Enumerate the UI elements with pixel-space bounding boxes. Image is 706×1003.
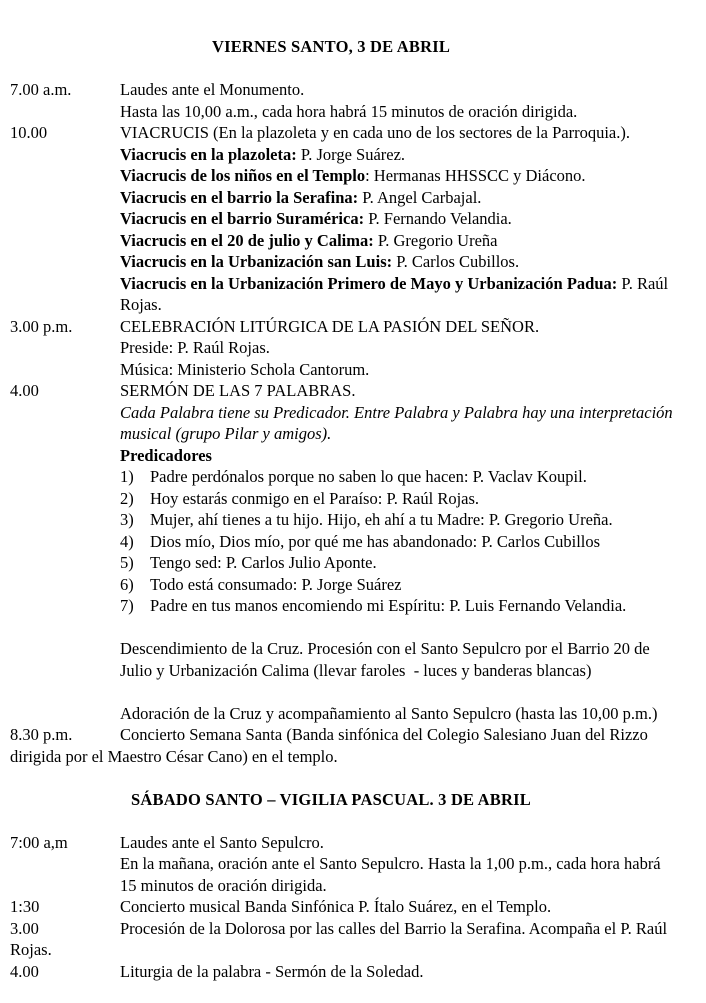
time-label xyxy=(10,488,120,510)
text-segment: Tengo sed: P. Carlos Julio Aponte. xyxy=(150,553,377,572)
line-content xyxy=(120,208,652,230)
time-label xyxy=(10,359,120,381)
line-content xyxy=(120,423,652,445)
text-segment: Música: Ministerio Schola Cantorum. xyxy=(120,359,370,379)
time-label xyxy=(10,251,120,273)
text-segment: Rojas. xyxy=(120,295,162,314)
text-segment: CELEBRACIÓN LITÚRGICA DE LA PASIÓN DEL SEÑOR. xyxy=(120,316,540,336)
line-content xyxy=(120,660,652,682)
line-content xyxy=(120,165,652,187)
text-segment: Descendimiento de la Cruz. Procesión con el Santo Sepulcro por el Barrio 20 de xyxy=(120,639,650,658)
text-segment: : Hermanas HHSSCC y Diácono. xyxy=(365,166,586,185)
time-label xyxy=(10,509,120,531)
schedule-line xyxy=(10,939,652,961)
text-segment: Hasta las 10,00 a.m., cada hora habrá 15 minutos de oración dirigida. xyxy=(120,101,578,121)
section-title: SÁBADO SANTO – VIGILIA PASCUAL. 3 DE ABRIL xyxy=(131,789,531,809)
line-content xyxy=(120,638,652,660)
text-segment: P. Jorge Suárez. xyxy=(296,144,406,164)
text-segment: Mujer, ahí tienes a tu hijo. Hijo, eh ahí a tu Madre: P. Gregorio Ureña. xyxy=(150,510,613,529)
time-label xyxy=(10,402,120,424)
time-label: 7:00 a,m xyxy=(10,832,68,852)
line-content xyxy=(120,703,657,725)
line-content xyxy=(120,853,661,875)
schedule-line xyxy=(10,165,652,187)
line-content xyxy=(120,875,652,897)
time-label xyxy=(10,230,120,252)
time-label xyxy=(10,660,120,682)
time-label: 4.00 xyxy=(10,381,39,400)
line-content xyxy=(10,939,652,961)
line-content xyxy=(150,574,652,596)
line-content xyxy=(150,595,652,617)
schedule-line xyxy=(10,187,652,209)
time-label: 4.00 xyxy=(10,961,39,981)
text-segment: 15 minutos de oración dirigida. xyxy=(120,875,327,895)
schedule-line xyxy=(10,273,669,295)
text-segment: Rojas. xyxy=(10,940,52,959)
line-content xyxy=(120,832,652,854)
schedule-line xyxy=(10,101,652,123)
list-number: 7) xyxy=(120,596,134,615)
text-segment: Viacrucis en la plazoleta: xyxy=(120,144,297,164)
text-segment: Concierto Semana Santa (Banda sinfónica del Colegio Salesiano Juan del Rizzo xyxy=(120,725,648,744)
text-segment: dirigida por el Maestro César Cano) en el templo. xyxy=(10,746,338,766)
schedule-line xyxy=(10,832,652,854)
text-segment: P. Angel Carbajal. xyxy=(358,187,482,207)
line-content xyxy=(150,466,652,488)
text-segment: Viacrucis de los niños en el Templo xyxy=(120,166,366,185)
time-label xyxy=(10,875,120,897)
text-segment: Viacrucis en el barrio la Serafina: xyxy=(120,187,359,207)
line-content xyxy=(120,79,652,101)
time-label xyxy=(10,531,120,553)
time-label: 7.00 a.m. xyxy=(10,80,72,99)
schedule-line xyxy=(10,531,652,553)
time-label xyxy=(10,595,120,617)
line-content xyxy=(150,488,652,510)
schedule-section xyxy=(10,36,673,767)
document-page xyxy=(10,0,673,982)
blank-line xyxy=(10,681,652,703)
time-label xyxy=(10,273,120,295)
text-segment: Viacrucis en la Urbanización Primero de Mayo y Urbanización Padua: xyxy=(120,273,618,293)
list-number: 5) xyxy=(120,553,134,572)
schedule-line xyxy=(10,574,652,596)
blank-line xyxy=(10,617,652,639)
text-segment: En la mañana, oración ante el Santo Sepulcro. Hasta la 1,00 p.m., cada hora habrá xyxy=(120,854,661,873)
line-content xyxy=(120,380,652,402)
list-number: 6) xyxy=(120,574,134,594)
schedule-line xyxy=(10,294,652,316)
schedule-line xyxy=(10,918,668,940)
line-content xyxy=(120,445,652,467)
line-content xyxy=(120,918,667,940)
schedule-line xyxy=(10,638,652,660)
text-segment: SERMÓN DE LAS 7 PALABRAS. xyxy=(120,381,356,400)
text-segment: Liturgia de la palabra - Sermón de la Soledad. xyxy=(120,961,424,981)
schedule-line xyxy=(10,552,652,574)
list-number: 4) xyxy=(120,531,134,551)
time-label xyxy=(10,337,120,359)
text-segment: Julio y Urbanización Calima (llevar faroles - luces y banderas blancas) xyxy=(120,660,592,680)
list-number: 3) xyxy=(120,510,134,529)
text-segment: P. Gregorio Ureña xyxy=(373,230,498,250)
time-label xyxy=(10,853,120,875)
schedule-line xyxy=(10,509,652,531)
time-label xyxy=(10,144,120,166)
line-content xyxy=(120,402,673,424)
schedule-line xyxy=(10,488,652,510)
line-content xyxy=(120,294,652,316)
schedule-line xyxy=(10,746,652,768)
time-label: 1:30 xyxy=(10,897,40,916)
line-content xyxy=(120,724,652,746)
text-segment: Todo está consumado: P. Jorge Suárez xyxy=(150,574,402,594)
schedule-line xyxy=(10,230,652,252)
text-segment: Dios mío, Dios mío, por qué me has abandonado: P. Carlos Cubillos xyxy=(150,531,601,551)
line-content xyxy=(120,273,668,295)
time-label: 3.00 p.m. xyxy=(10,316,73,336)
time-label xyxy=(10,165,120,187)
schedule-line xyxy=(10,595,652,617)
schedule-line xyxy=(10,466,652,488)
schedule-line xyxy=(10,961,652,983)
line-content xyxy=(120,316,652,338)
time-label xyxy=(10,294,120,316)
schedule-line xyxy=(10,359,652,381)
text-segment: musical (grupo Pilar y amigos). xyxy=(120,424,332,443)
text-segment: Hoy estarás conmigo en el Paraíso: P. Raúl Rojas. xyxy=(150,488,480,508)
schedule-line xyxy=(10,316,652,338)
time-label: 10.00 xyxy=(10,123,48,142)
schedule-line xyxy=(10,380,652,402)
text-segment: Viacrucis en la Urbanización san Luis: xyxy=(120,252,393,271)
schedule-line xyxy=(10,875,652,897)
schedule-line xyxy=(10,144,652,166)
line-content xyxy=(120,251,652,273)
schedule-line xyxy=(10,251,652,273)
text-segment: VIACRUCIS (En la plazoleta y en cada uno de los sectores de la Parroquia.). xyxy=(120,123,630,142)
schedule-line xyxy=(10,853,661,875)
time-label: 3.00 xyxy=(10,918,39,938)
line-content xyxy=(10,746,652,768)
time-label xyxy=(10,423,120,445)
line-content xyxy=(150,509,652,531)
schedule-section xyxy=(10,789,668,983)
line-content xyxy=(120,359,652,381)
time-label xyxy=(10,466,120,488)
schedule-line xyxy=(10,724,652,746)
schedule-line xyxy=(10,445,652,467)
line-content xyxy=(120,101,652,123)
line-content xyxy=(120,896,652,918)
line-content xyxy=(120,144,652,166)
line-content xyxy=(150,552,652,574)
time-label xyxy=(10,101,120,123)
time-label xyxy=(10,638,120,660)
line-content xyxy=(120,230,652,252)
line-content xyxy=(120,187,652,209)
list-number: 2) xyxy=(120,488,134,508)
line-content xyxy=(120,337,652,359)
text-segment: Preside: P. Raúl Rojas. xyxy=(120,338,270,357)
time-label xyxy=(10,552,120,574)
text-segment: Predicadores xyxy=(120,445,212,465)
line-content xyxy=(120,961,652,983)
schedule-line xyxy=(10,660,652,682)
text-segment: Viacrucis en el 20 de julio y Calima: xyxy=(120,230,374,250)
text-segment: Padre en tus manos encomiendo mi Espíritu: P. Luis Fernando Velandia. xyxy=(150,596,627,615)
time-label xyxy=(10,703,120,725)
text-segment: Laudes ante el Santo Sepulcro. xyxy=(120,832,324,852)
time-label xyxy=(10,574,120,596)
schedule-line xyxy=(10,896,652,918)
schedule-line xyxy=(10,79,652,101)
text-segment: P. Carlos Cubillos. xyxy=(392,252,520,271)
schedule-line xyxy=(10,208,652,230)
schedule-line xyxy=(10,402,673,424)
text-segment: Viacrucis en el barrio Suramérica: xyxy=(120,209,365,228)
time-label xyxy=(10,445,120,467)
section-title: VIERNES SANTO, 3 DE ABRIL xyxy=(211,37,451,56)
text-segment: Padre perdónalos porque no saben lo que hacen: P. Vaclav Koupil. xyxy=(150,467,587,486)
schedule-line xyxy=(10,337,652,359)
text-segment: P. Raúl xyxy=(617,273,669,293)
schedule-line xyxy=(10,703,658,725)
text-segment: Procesión de la Dolorosa por las calles del Barrio la Serafina. Acompaña el P. Raúl xyxy=(120,918,668,938)
schedule-line xyxy=(10,423,652,445)
text-segment: Adoración de la Cruz y acompañamiento al Santo Sepulcro (hasta las 10,00 p.m.) xyxy=(120,703,658,723)
line-content xyxy=(150,531,652,553)
text-segment: P. Fernando Velandia. xyxy=(364,209,512,228)
line-content xyxy=(120,122,652,144)
text-segment: Concierto musical Banda Sinfónica P. Ítalo Suárez, en el Templo. xyxy=(120,897,552,916)
time-label xyxy=(10,208,120,230)
time-label xyxy=(10,187,120,209)
schedule-line xyxy=(10,122,652,144)
list-number: 1) xyxy=(120,467,134,486)
text-segment: Cada Palabra tiene su Predicador. Entre Palabra y Palabra hay una interpretación xyxy=(120,402,673,422)
text-segment: Laudes ante el Monumento. xyxy=(120,80,305,99)
time-label: 8.30 p.m. xyxy=(10,725,73,744)
